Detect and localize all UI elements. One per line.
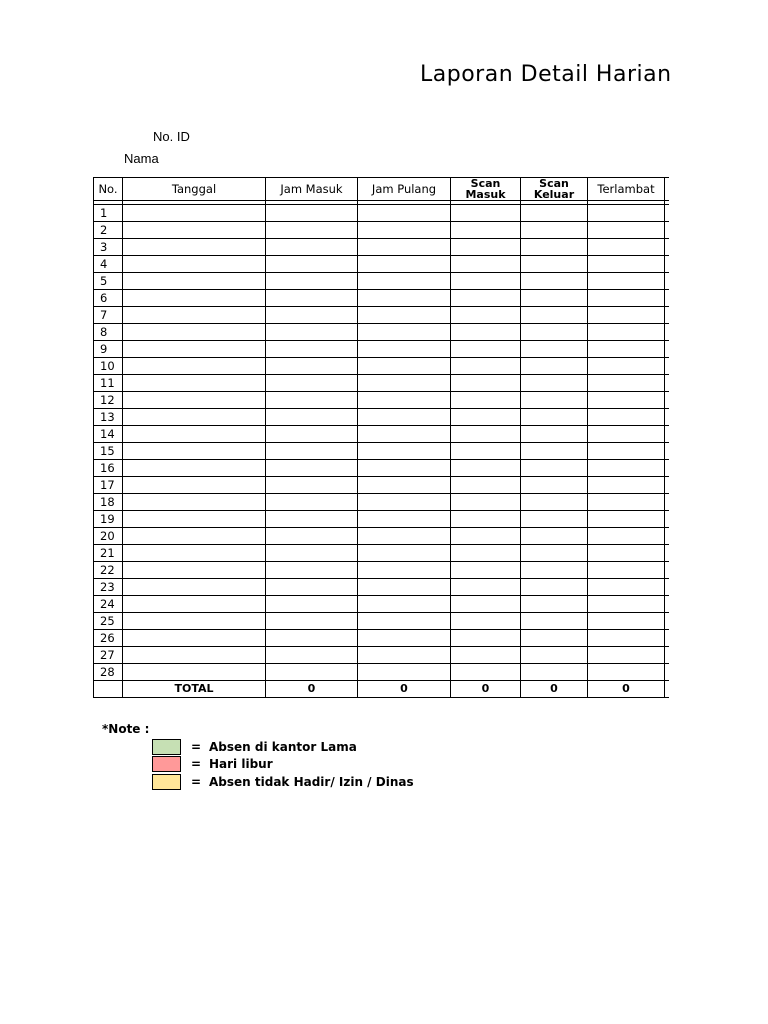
header-row: [94, 178, 670, 201]
row-number: 9: [94, 341, 123, 358]
table-cell: [521, 290, 588, 307]
table-row: [94, 511, 670, 528]
header-tanggal: Tanggal: [123, 178, 266, 201]
table-cell: [358, 562, 451, 579]
row-number: 7: [94, 307, 123, 324]
table-cell: [123, 528, 266, 545]
table-cell: [123, 426, 266, 443]
row-number: 4: [94, 256, 123, 273]
table-cell: [358, 613, 451, 630]
header-jam-masuk: Jam Masuk: [266, 178, 358, 201]
table-cell: [266, 358, 358, 375]
table-cell: [521, 630, 588, 647]
table-cell: [521, 477, 588, 494]
row-number: 8: [94, 324, 123, 341]
table-cell: [521, 307, 588, 324]
table-cell: [588, 307, 665, 324]
table-cell: [123, 596, 266, 613]
table-cell: [521, 579, 588, 596]
table-cell: [521, 222, 588, 239]
legend-text: Hari libur: [209, 757, 273, 771]
total-jam-pulang: 0: [358, 681, 451, 698]
table-cell: [665, 358, 670, 375]
table-row: [94, 647, 670, 664]
table-cell: [588, 630, 665, 647]
table-row: [94, 443, 670, 460]
table-cell: [451, 273, 521, 290]
table-cell: [451, 630, 521, 647]
table-cell: [123, 511, 266, 528]
table-cell: [358, 239, 451, 256]
total-jam-masuk: 0: [266, 681, 358, 698]
table-cell: [358, 528, 451, 545]
table-cell: [521, 528, 588, 545]
table-cell: [123, 409, 266, 426]
table-cell: [665, 375, 670, 392]
table-cell: [451, 409, 521, 426]
legend-text: Absen di kantor Lama: [209, 740, 357, 754]
table-cell: [358, 307, 451, 324]
table-cell: [358, 460, 451, 477]
total-label: TOTAL: [123, 681, 266, 698]
table-cell: [588, 324, 665, 341]
table-cell: [266, 273, 358, 290]
table-cell: [123, 579, 266, 596]
table-cell: [266, 511, 358, 528]
table-cell: [266, 409, 358, 426]
table-cell: [665, 307, 670, 324]
table-row: [94, 324, 670, 341]
table-cell: [266, 613, 358, 630]
table-cell: [521, 494, 588, 511]
table-cell: [358, 205, 451, 222]
attendance-table-container: [93, 177, 669, 707]
table-cell: [123, 324, 266, 341]
table-cell: [123, 460, 266, 477]
table-row: [94, 273, 670, 290]
table-cell: [451, 545, 521, 562]
table-cell: [123, 290, 266, 307]
table-cell: [588, 341, 665, 358]
table-cell: [521, 460, 588, 477]
table-row: [94, 494, 670, 511]
table-cell: [588, 460, 665, 477]
table-cell: [358, 392, 451, 409]
table-cell: [665, 409, 670, 426]
table-cell: [358, 426, 451, 443]
legend-swatch-green: [152, 739, 181, 755]
table-cell: [521, 511, 588, 528]
table-cell: [123, 222, 266, 239]
attendance-table: [93, 177, 669, 698]
table-cell: [266, 205, 358, 222]
table-cell: [521, 664, 588, 681]
table-cell: [665, 579, 670, 596]
table-cell: [588, 613, 665, 630]
table-cell: [451, 562, 521, 579]
table-cell: [266, 579, 358, 596]
table-cell: [521, 545, 588, 562]
table-cell: [588, 647, 665, 664]
table-cell: [588, 562, 665, 579]
total-row: [94, 681, 670, 698]
table-cell: [521, 256, 588, 273]
table-cell: [358, 511, 451, 528]
table-cell: [451, 613, 521, 630]
legend-item: = Absen di kantor Lama: [152, 739, 357, 755]
table-cell: [451, 290, 521, 307]
table-cell: [588, 409, 665, 426]
table-row: [94, 256, 670, 273]
row-number: 11: [94, 375, 123, 392]
table-cell: [451, 460, 521, 477]
table-cell: [665, 647, 670, 664]
table-row: [94, 358, 670, 375]
table-cell: [358, 630, 451, 647]
table-cell: [588, 358, 665, 375]
table-cell: [588, 256, 665, 273]
table-cell: [123, 477, 266, 494]
table-cell: [358, 477, 451, 494]
table-cell: [451, 647, 521, 664]
table-cell: [451, 596, 521, 613]
table-row: [94, 613, 670, 630]
table-cell: [123, 375, 266, 392]
table-cell: [521, 375, 588, 392]
table-cell: [266, 460, 358, 477]
table-cell: [451, 511, 521, 528]
table-row: [94, 528, 670, 545]
row-number: 21: [94, 545, 123, 562]
table-row: [94, 630, 670, 647]
table-cell: [358, 273, 451, 290]
row-number: 24: [94, 596, 123, 613]
table-cell: [588, 477, 665, 494]
table-row: [94, 392, 670, 409]
table-cell: [266, 562, 358, 579]
table-cell: [588, 579, 665, 596]
header-scan-keluar: Scan Keluar: [521, 178, 588, 201]
table-row: [94, 664, 670, 681]
table-cell: [358, 409, 451, 426]
table-cell: [123, 239, 266, 256]
table-cell: [266, 375, 358, 392]
table-cell: [123, 256, 266, 273]
table-cell: [588, 205, 665, 222]
table-cell: [266, 341, 358, 358]
row-number: 19: [94, 511, 123, 528]
table-cell: [266, 443, 358, 460]
header-scan-masuk: Scan Masuk: [451, 178, 521, 201]
table-cell: [521, 239, 588, 256]
page-title: Laporan Detail Harian: [420, 62, 672, 87]
table-cell: [665, 511, 670, 528]
table-cell: [521, 273, 588, 290]
table-row: [94, 290, 670, 307]
table-cell: [451, 664, 521, 681]
header-terlambat: Terlambat: [588, 178, 665, 201]
table-cell: [123, 613, 266, 630]
table-row: [94, 409, 670, 426]
table-cell: [123, 273, 266, 290]
table-cell: [588, 426, 665, 443]
table-cell: [266, 290, 358, 307]
id-label: No. ID: [153, 129, 190, 144]
legend-text: Absen tidak Hadir/ Izin / Dinas: [209, 775, 414, 789]
table-cell: [521, 409, 588, 426]
row-number: 22: [94, 562, 123, 579]
table-cell: [266, 324, 358, 341]
table-cell: [451, 392, 521, 409]
table-cell: [521, 443, 588, 460]
table-cell: [451, 494, 521, 511]
row-number: 25: [94, 613, 123, 630]
table-row: [94, 307, 670, 324]
table-cell: [588, 443, 665, 460]
table-cell: [266, 392, 358, 409]
table-cell: [451, 477, 521, 494]
table-cell: [123, 205, 266, 222]
table-row: [94, 222, 670, 239]
table-cell: [665, 426, 670, 443]
table-cell: [521, 324, 588, 341]
table-cell: [588, 222, 665, 239]
table-cell: [451, 324, 521, 341]
table-cell: [123, 647, 266, 664]
table-cell: [588, 545, 665, 562]
table-cell: [123, 392, 266, 409]
row-number: 20: [94, 528, 123, 545]
table-cell: [266, 494, 358, 511]
table-cell: [451, 579, 521, 596]
table-cell: [266, 239, 358, 256]
row-number: 27: [94, 647, 123, 664]
table-cell: [123, 341, 266, 358]
table-cell: [451, 341, 521, 358]
table-cell: [588, 392, 665, 409]
total-scan-keluar: 0: [521, 681, 588, 698]
table-cell: [665, 324, 670, 341]
row-number: 17: [94, 477, 123, 494]
legend-item: = Absen tidak Hadir/ Izin / Dinas: [152, 774, 414, 790]
header-jam-pulang: Jam Pulang: [358, 178, 451, 201]
table-cell: [266, 426, 358, 443]
table-row: [94, 562, 670, 579]
table-cell: [266, 596, 358, 613]
row-number: 5: [94, 273, 123, 290]
table-cell: [521, 596, 588, 613]
table-cell: [358, 222, 451, 239]
table-cell: [588, 664, 665, 681]
legend-swatch-red: [152, 756, 181, 772]
table-row: [94, 239, 670, 256]
row-number: 18: [94, 494, 123, 511]
table-cell: [665, 664, 670, 681]
name-label: Nama: [124, 151, 159, 166]
table-row: [94, 205, 670, 222]
legend-item: = Hari libur: [152, 756, 273, 772]
table-cell: [588, 596, 665, 613]
table-cell: [521, 613, 588, 630]
table-cell: [358, 256, 451, 273]
table-row: [94, 460, 670, 477]
table-cell: [665, 545, 670, 562]
row-number: 15: [94, 443, 123, 460]
table-cell: [266, 664, 358, 681]
table-cell: [665, 443, 670, 460]
table-row: [94, 477, 670, 494]
table-cell: [665, 494, 670, 511]
table-cell: [123, 562, 266, 579]
table-cell: [521, 341, 588, 358]
row-number: 16: [94, 460, 123, 477]
table-cell: [123, 630, 266, 647]
table-cell: [266, 528, 358, 545]
row-number: 10: [94, 358, 123, 375]
table-cell: [451, 239, 521, 256]
table-cell: [665, 205, 670, 222]
row-number: 13: [94, 409, 123, 426]
table-cell: [665, 222, 670, 239]
row-number: 2: [94, 222, 123, 239]
table-row: [94, 545, 670, 562]
row-number: 1: [94, 205, 123, 222]
table-cell: [266, 222, 358, 239]
row-number: 26: [94, 630, 123, 647]
note-label: *Note :: [102, 722, 150, 736]
total-scan-masuk: 0: [451, 681, 521, 698]
table-cell: [665, 562, 670, 579]
table-cell: [358, 341, 451, 358]
table-cell: [123, 664, 266, 681]
table-cell: [451, 375, 521, 392]
table-cell: [588, 273, 665, 290]
table-cell: [123, 494, 266, 511]
table-cell: [358, 358, 451, 375]
table-cell: [358, 647, 451, 664]
table-cell: [588, 494, 665, 511]
table-cell: [123, 443, 266, 460]
table-cell: [665, 273, 670, 290]
row-number: 12: [94, 392, 123, 409]
table-cell: [451, 307, 521, 324]
table-cell: [588, 528, 665, 545]
table-cell: [588, 375, 665, 392]
table-cell: [588, 290, 665, 307]
table-cell: [665, 630, 670, 647]
table-cell: [521, 392, 588, 409]
table-row: [94, 596, 670, 613]
table-cell: [665, 477, 670, 494]
row-number: 3: [94, 239, 123, 256]
table-cell: [358, 664, 451, 681]
table-cell: [665, 596, 670, 613]
table-cell: [665, 392, 670, 409]
table-cell: [521, 647, 588, 664]
table-cell: [665, 613, 670, 630]
table-body: [94, 201, 670, 681]
table-cell: [358, 375, 451, 392]
table-cell: [451, 358, 521, 375]
table-cell: [588, 239, 665, 256]
table-cell: [451, 528, 521, 545]
row-number: 14: [94, 426, 123, 443]
table-cell: [451, 205, 521, 222]
table-cell: [266, 647, 358, 664]
table-cell: [521, 562, 588, 579]
table-cell: [665, 528, 670, 545]
table-cell: [123, 358, 266, 375]
table-cell: [358, 579, 451, 596]
table-cell: [665, 239, 670, 256]
table-cell: [123, 307, 266, 324]
table-row: [94, 579, 670, 596]
row-number: 23: [94, 579, 123, 596]
table-row: [94, 426, 670, 443]
table-cell: [266, 477, 358, 494]
table-cell: [266, 545, 358, 562]
table-row: [94, 375, 670, 392]
table-cell: [451, 222, 521, 239]
table-cell: [358, 545, 451, 562]
table-cell: [451, 443, 521, 460]
row-number: 28: [94, 664, 123, 681]
table-cell: [521, 358, 588, 375]
table-cell: [266, 630, 358, 647]
header-extra: [665, 178, 670, 201]
table-cell: [358, 443, 451, 460]
table-cell: [665, 290, 670, 307]
table-cell: [358, 290, 451, 307]
header-no: No.: [94, 178, 123, 201]
table-cell: [358, 324, 451, 341]
table-cell: [266, 307, 358, 324]
table-cell: [451, 256, 521, 273]
table-cell: [665, 460, 670, 477]
table-cell: [521, 205, 588, 222]
total-terlambat: 0: [588, 681, 665, 698]
table-row: [94, 341, 670, 358]
table-cell: [665, 341, 670, 358]
table-cell: [665, 256, 670, 273]
table-cell: [358, 494, 451, 511]
table-cell: [123, 545, 266, 562]
table-cell: [451, 426, 521, 443]
table-cell: [358, 596, 451, 613]
legend-swatch-yellow: [152, 774, 181, 790]
table-cell: [266, 256, 358, 273]
row-number: 6: [94, 290, 123, 307]
table-cell: [588, 511, 665, 528]
table-cell: [521, 426, 588, 443]
